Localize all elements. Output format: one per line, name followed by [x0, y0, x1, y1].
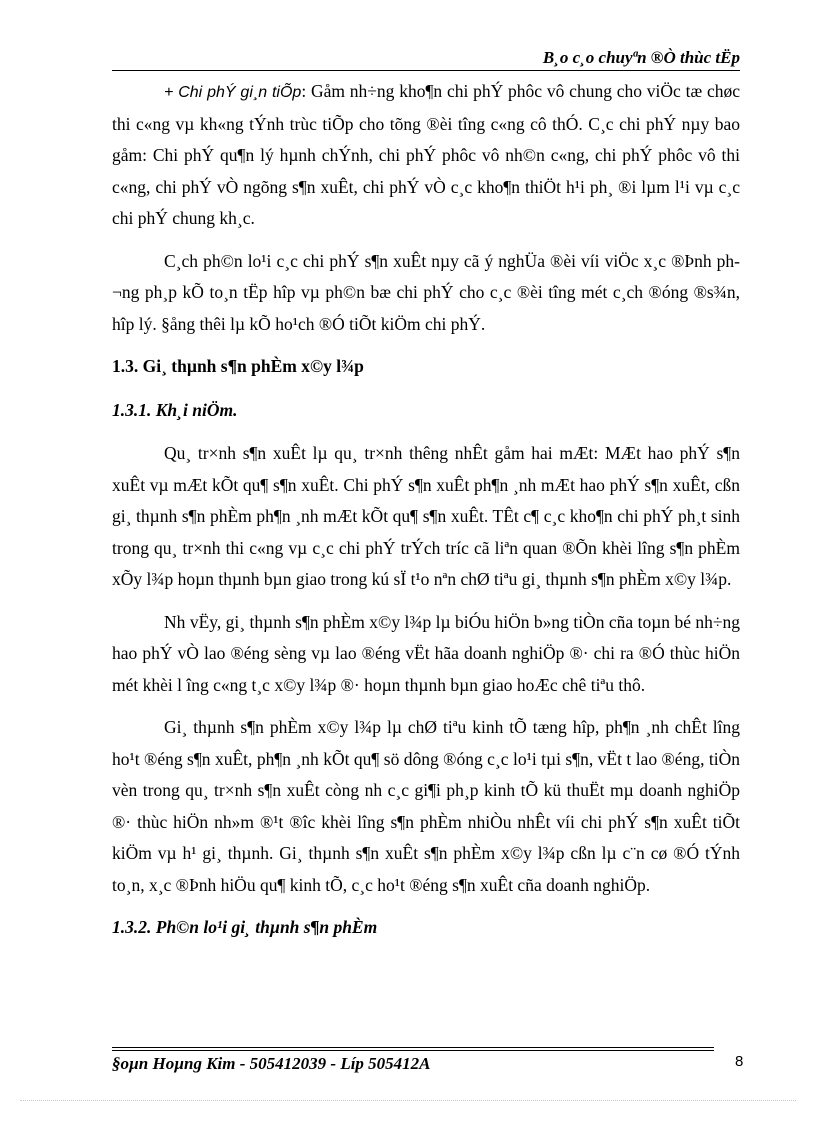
paragraph-process: Qu¸ tr×nh s¶n xuÊt lµ qu¸ tr×nh thêng nhÊt gåm hai mÆt: MÆt hao phÝ s¶n xuÊt vµ mÆt kÕt qu¶ s¶n xuÊt. Chi phÝ s¶n xuÊt ph¶n ¸nh mÆt hao phÝ s¶n xuÊt, cßn gi¸ thµnh s¶n phÈm ph¶n ¸nh mÆt kÕt qu¶ s¶n xuÊt. TÊt c¶ c¸c kho¶n chi phÝ ph¸t sinh trong qu¸ tr×nh thi c«ng vµ c¸c chi phÝ trÝch tríc cã liªn quan ®Õn khèi lîng s¶n phÈm xÕy l¾p hoµn thµnh bµn giao trong kú sÏ t¹o nªn chØ tiªu gi¸ thµnh s¶n phÈm x©y l¾p. — [112, 443, 740, 589]
paragraph-classification: C¸ch ph©n lo¹i c¸c chi phÝ s¶n xuÊt nµy cã ý nghÜa ®èi víi viÖc x¸c ®Þnh ph¬ng ph¸p kÕ to¸n tËp hîp vµ ph©n bæ chi phÝ cho c¸c ®èi tîng mét c¸ch ®óng ®s¾n, hîp lý. §ång thêi lµ kÕ ho¹ch ®Ó tiÕt kiÖm chi phÝ. — [112, 250, 740, 334]
document-header-title: B¸o c¸o chuyªn ®Ò thùc tËp — [542, 48, 740, 67]
subsection-heading-1-3-2: 1.3.2. Ph©n lo¹i gi¸ thµnh s¶n phÈm — [112, 917, 378, 937]
subsection-heading-1-3-1: 1.3.1. Kh¸i niÖm. — [112, 399, 238, 420]
paragraph-definition: Nh vËy, gi¸ thµnh s¶n phÈm x©y l¾p lµ biÓu hiÖn b»ng tiÒn cña toµn bé nh÷ng hao phÝ vÒ lao ®éng sèng vµ lao ®éng vËt hãa doanh nghiÖp ®· chi ra ®Ó thùc hiÖn mét khèi l îng c«ng t¸c x©y l¾p ®· hoµn thµnh bµn giao hoÆc chê tiªu thô. — [112, 611, 740, 695]
paragraph-indicator: Gi¸ thµnh s¶n phÈm x©y l¾p lµ chØ tiªu kinh tÕ tæng hîp, ph¶n ¸nh chÊt lîng ho¹t ®éng s¶n xuÊt, ph¶n ¸nh kÕt qu¶ sö dông ®óng c¸c lo¹i tµi s¶n, vËt t lao ®éng, tiÒn vèn trong qu¸ tr×nh s¶n xuÊt còng nh c¸c gi¶i ph¸p kinh tÕ kü thuËt mµ doanh nghiÖp ®· thùc hiÖn nh»m ®¹t ®îc khèi lîng s¶n phÈm nhiÒu nhÊt víi chi phÝ s¶n xuÊt tiÕt kiÖm vµ h¹ gi¸ thµnh. Gi¸ thµnh s¶n xuÊt s¶n phÈm x©y l¾p cßn lµ c¨n cø ®Ó tÝnh to¸n, x¸c ®Þnh hiÖu qu¶ kinh tÕ, c¸c ho¹t ®éng s¶n xuÊt cña doanh nghiÖp. — [112, 717, 740, 895]
paragraph-lead: + Chi phÝ gi¸n tiÕp — [164, 84, 302, 101]
footer-divider — [112, 1047, 714, 1051]
footer-author: §oµn Hoµng Kim - 505412039 - Líp 505412A — [112, 1054, 431, 1073]
paragraph-indirect-cost — [112, 76, 740, 235]
header-divider — [112, 70, 740, 71]
section-heading-1-3: 1.3. Gi¸ thµnh s¶n phÈm x©y l¾p — [112, 356, 364, 376]
paragraph-text: : Gåm nh÷ng kho¶n chi phÝ phôc vô chung cho viÖc tæ chøc thi c«ng vµ kh«ng tÝnh trùc tiÕp cho tõng ®èi tîng c«ng cô thÓ. C¸c chi phÝ nµy bao gåm: Chi phÝ qu¶n lý hµnh chÝnh, chi phÝ phôc vô nh©n c«ng, chi phÝ phôc vô thi c«ng, chi phÝ vÒ ngõng s¶n xuÊt, chi phÝ vÒ c¸c kho¶n thiÖt h¹i ph¸ ®i lµm l¹i vµ c¸c chi phÝ chung kh¸c. — [112, 81, 740, 228]
page-bottom-border — [20, 1100, 796, 1101]
page-number: 8 — [735, 1053, 744, 1070]
document-body — [112, 76, 740, 956]
